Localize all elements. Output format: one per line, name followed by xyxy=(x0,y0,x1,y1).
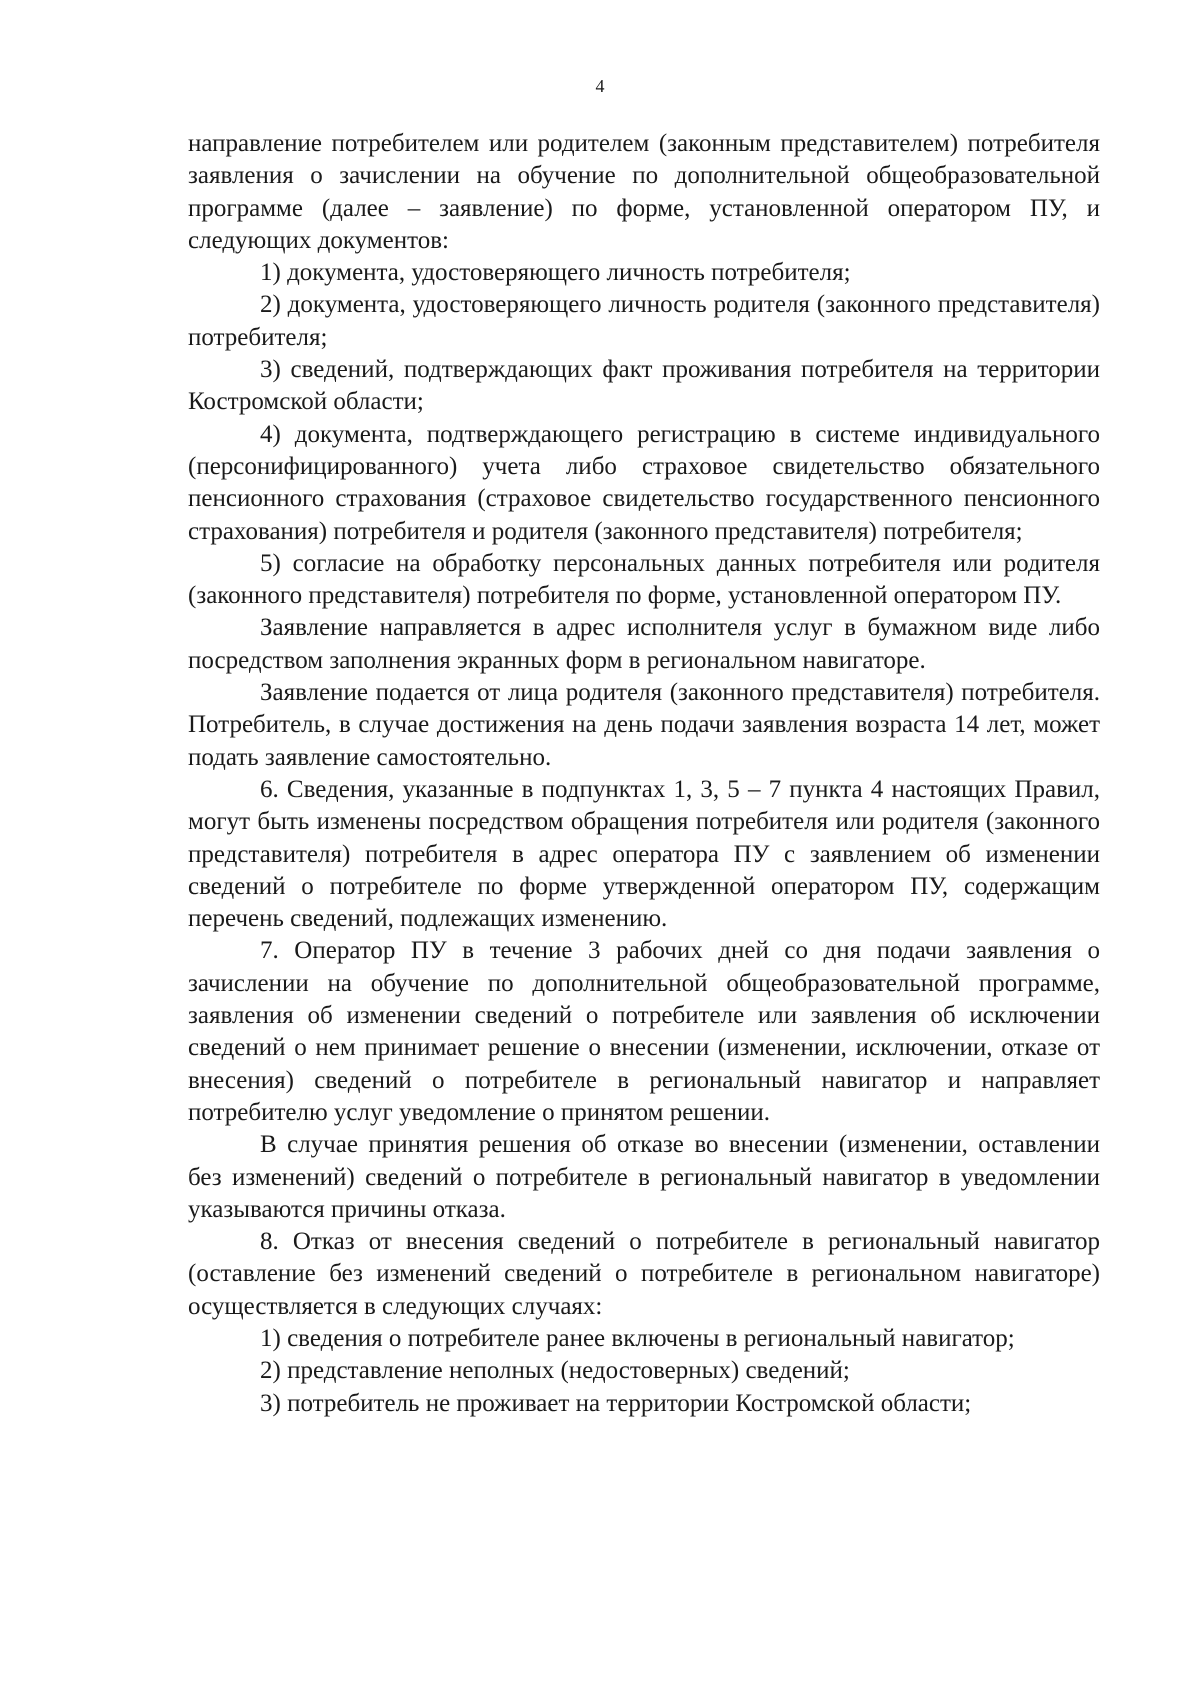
paragraph: 2) представление неполных (недостоверных) сведений; xyxy=(260,1357,850,1385)
paragraph: 6. Сведения, указанные в подпунктах 1, 3, 5 – 7 пункта 4 настоящих Правил, могут быть изменены посредством обращения потребителя или родителя (законного представителя) потребителя в адрес оператора ПУ с заявлением об изменении сведений о потребителе по форме утвержденной оператором ПУ, содержащим перечень сведений, подлежащих изменению. xyxy=(188,775,1100,933)
paragraph: Заявление направляется в адрес исполнителя услуг в бумажном виде либо посредством заполнения экранных форм в региональном навигаторе. xyxy=(188,614,1100,674)
paragraph: 1) сведения о потребителе ранее включены в региональный навигатор; xyxy=(260,1324,1015,1352)
document-body xyxy=(188,128,1100,1420)
paragraph: 3) сведений, подтверждающих факт проживания потребителя на территории Костромской области; xyxy=(188,356,1100,416)
paragraph: 4) документа, подтверждающего регистрацию в системе индивидуального (персонифицированного) учета либо страховое свидетельство обязательного пенсионного страхования (страховое свидетельство государственного пенсионного страхования) потребителя и родителя (законного представителя) потребителя; xyxy=(188,420,1100,545)
paragraph: 5) согласие на обработку персональных данных потребителя или родителя (законного представителя) потребителя по форме, установленной оператором ПУ. xyxy=(188,549,1100,610)
paragraph: 3) потребитель не проживает на территории Костромской области; xyxy=(260,1389,972,1417)
paragraph: направление потребителем или родителем (законным представителем) потребителя заявления о зачислении на обучение по дополнительной общеобразовательной программе (далее – заявление) по форме, установленной оператором ПУ, и следующих документов: xyxy=(188,130,1100,254)
page-number: 4 xyxy=(595,76,605,96)
paragraph: 1) документа, удостоверяющего личность потребителя; xyxy=(260,259,851,287)
paragraph: Заявление подается от лица родителя (законного представителя) потребителя. Потребитель, в случае достижения на день подачи заявления возраста 14 лет, может подать заявление самостоятельно. xyxy=(188,679,1100,771)
paragraph: 7. Оператор ПУ в течение 3 рабочих дней со дня подачи заявления о зачислении на обучение по дополнительной общеобразовательной программе, заявления об изменении сведений о потребителе или заявления об исключении сведений о нем принимает решение о внесении (изменении, исключении, отказе от внесения) сведений о потребителе в региональный навигатор и направляет потребителю услуг уведомление о принятом решении. xyxy=(188,937,1100,1126)
paragraph: 2) документа, удостоверяющего личность родителя (законного представителя) потребителя; xyxy=(188,291,1100,351)
paragraph: 8. Отказ от внесения сведений о потребителе в региональный навигатор (оставление без изменений сведений о потребителе в региональном навигаторе) осуществляется в следующих случаях: xyxy=(188,1228,1100,1320)
paragraph: В случае принятия решения об отказе во внесении (изменении, оставлении без изменений) сведений о потребителе в региональный навигатор в уведомлении указываются причины отказа. xyxy=(188,1131,1100,1223)
